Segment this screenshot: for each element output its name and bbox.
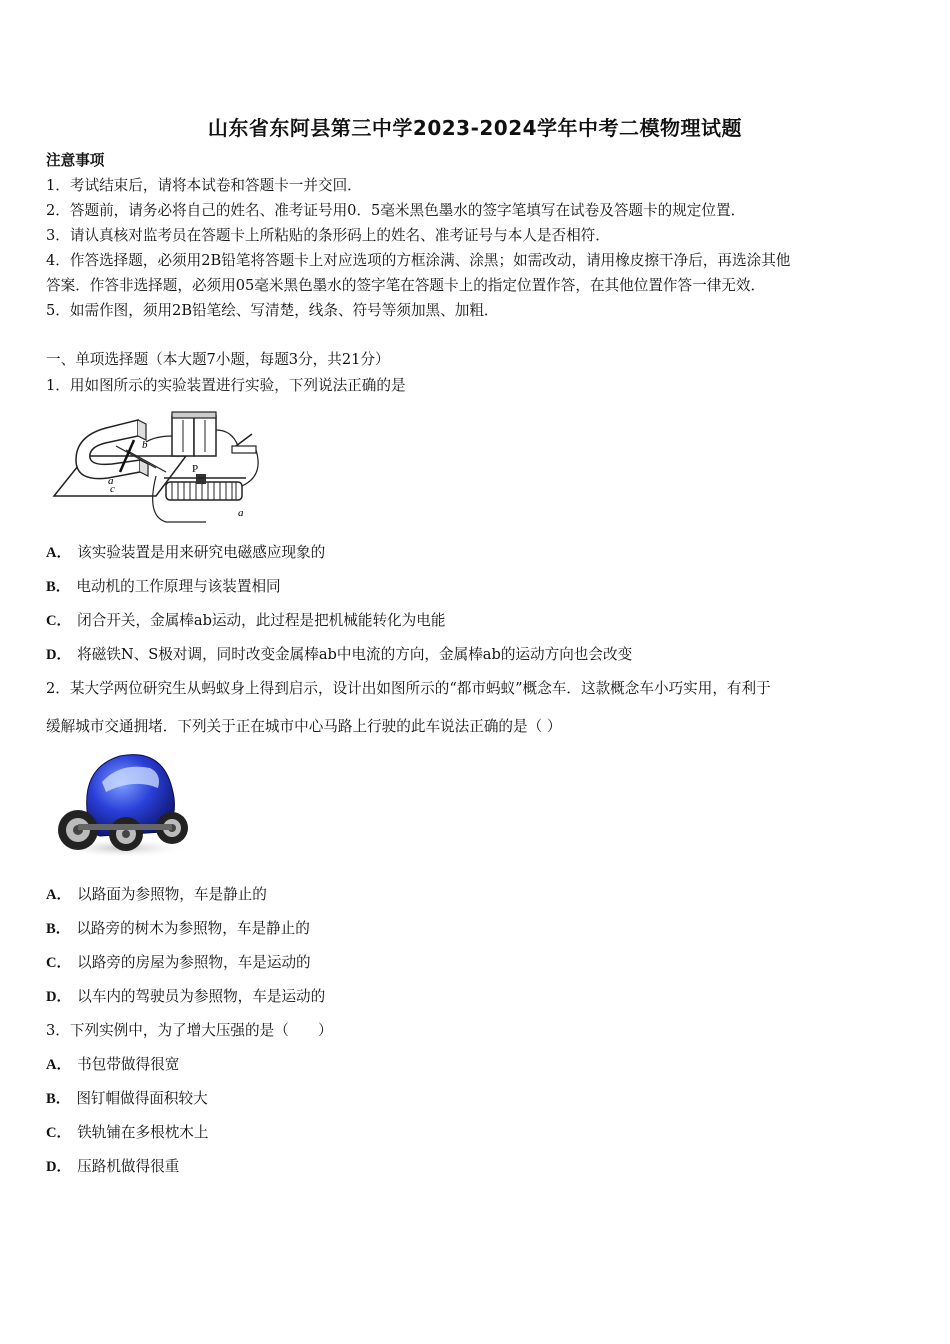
q1-option-b[interactable] <box>46 577 281 597</box>
option-text: 以车内的驾驶员为参照物，车是运动的 <box>77 988 326 1005</box>
option-key: A． <box>46 545 72 561</box>
option-key: C． <box>46 613 72 629</box>
option-text: 铁轨铺在多根枕木上 <box>77 1124 209 1141</box>
page-title: 山东省东阿县第三中学2023-2024学年中考二模物理试题 <box>207 116 743 140</box>
q2-concept-car-image <box>50 748 192 862</box>
option-key: C． <box>46 955 72 971</box>
notice-item-1: 1．考试结束后，请将本试卷和答题卡一并交回． <box>46 177 362 194</box>
option-text: 该实验装置是用来研究电磁感应现象的 <box>77 544 326 561</box>
q2-stem-line2: 缓解城市交通拥堵．下列关于正在城市中心马路上行驶的此车说法正确的是（ ） <box>46 718 562 735</box>
option-text: 以路面为参照物，车是静止的 <box>77 886 267 903</box>
notice-item-2: 2．答题前，请务必将自己的姓名、准考证号用0．5毫米黑色墨水的签字笔填写在试卷及答题卡的规定位置． <box>46 202 746 219</box>
notice-item-3: 3．请认真核对监考员在答题卡上所粘贴的条形码上的姓名、准考证号与本人是否相符． <box>46 227 610 244</box>
notice-item-4: 4．作答选择题，必须用2B铅笔将答题卡上对应选项的方框涂满、涂黑；如需改动，请用橡皮擦干净后，再选涂其他 <box>46 252 791 269</box>
notice-item-4-cont: 答案．作答非选择题，必须用05毫米黑色墨水的签字笔在答题卡上的指定位置作答，在其他位置作答一律无效． <box>46 277 766 294</box>
q3-option-a[interactable] <box>46 1055 179 1075</box>
q1-option-c[interactable] <box>46 611 445 631</box>
q3-option-b[interactable] <box>46 1089 208 1109</box>
q3-stem: 3．下列实例中，为了增大压强的是（ ） <box>46 1022 333 1039</box>
option-key: D． <box>46 1159 72 1175</box>
option-text: 图钉帽做得面积较大 <box>76 1090 208 1107</box>
option-text: 压路机做得很重 <box>77 1158 180 1175</box>
q1-stem: 1．用如图所示的实验装置进行实验，下列说法正确的是 <box>46 377 406 394</box>
label-a-rheostat: a <box>238 507 244 519</box>
option-key: C． <box>46 1125 72 1141</box>
option-key: A． <box>46 1057 72 1073</box>
q3-option-c[interactable] <box>46 1123 209 1143</box>
label-p: P <box>192 463 199 475</box>
notice-item-5: 5．如需作图，须用2B铅笔绘、写清楚，线条、符号等须加黑、加粗． <box>46 302 499 319</box>
option-text: 以路旁的房屋为参照物，车是运动的 <box>77 954 311 971</box>
option-key: D． <box>46 647 72 663</box>
option-text: 书包带做得很宽 <box>77 1056 180 1073</box>
label-b: b <box>142 439 148 451</box>
option-key: A． <box>46 887 72 903</box>
q2-option-c[interactable] <box>46 953 311 973</box>
q2-option-d[interactable] <box>46 987 325 1007</box>
q2-option-a[interactable] <box>46 885 267 905</box>
option-text: 闭合开关，金属棒ab运动，此过程是把机械能转化为电能 <box>77 612 446 629</box>
option-text: 将磁铁N、S极对调，同时改变金属棒ab中电流的方向，金属棒ab的运动方向也会改变 <box>77 646 633 663</box>
label-a-rod: a <box>108 475 114 487</box>
notice-heading: 注意事项 <box>46 152 105 169</box>
q1-option-d[interactable] <box>46 645 632 665</box>
q1-experiment-figure <box>46 406 266 528</box>
option-key: B． <box>46 921 71 937</box>
option-key: B． <box>46 1091 71 1107</box>
option-text: 电动机的工作原理与该装置相同 <box>76 578 281 595</box>
q1-option-a[interactable] <box>46 543 325 563</box>
option-text: 以路旁的树木为参照物，车是静止的 <box>76 920 310 937</box>
q2-option-b[interactable] <box>46 919 310 939</box>
option-key: D． <box>46 989 72 1005</box>
q2-stem-line1: 2．某大学两位研究生从蚂蚁身上得到启示，设计出如图所示的“都市蚂蚁”概念车．这款概念车小巧实用，有利于 <box>46 680 771 697</box>
section-heading: 一、单项选择题（本大题7小题，每题3分，共21分） <box>46 351 390 368</box>
option-key: B． <box>46 579 71 595</box>
q3-option-d[interactable] <box>46 1157 179 1177</box>
label-c: c <box>110 483 115 495</box>
